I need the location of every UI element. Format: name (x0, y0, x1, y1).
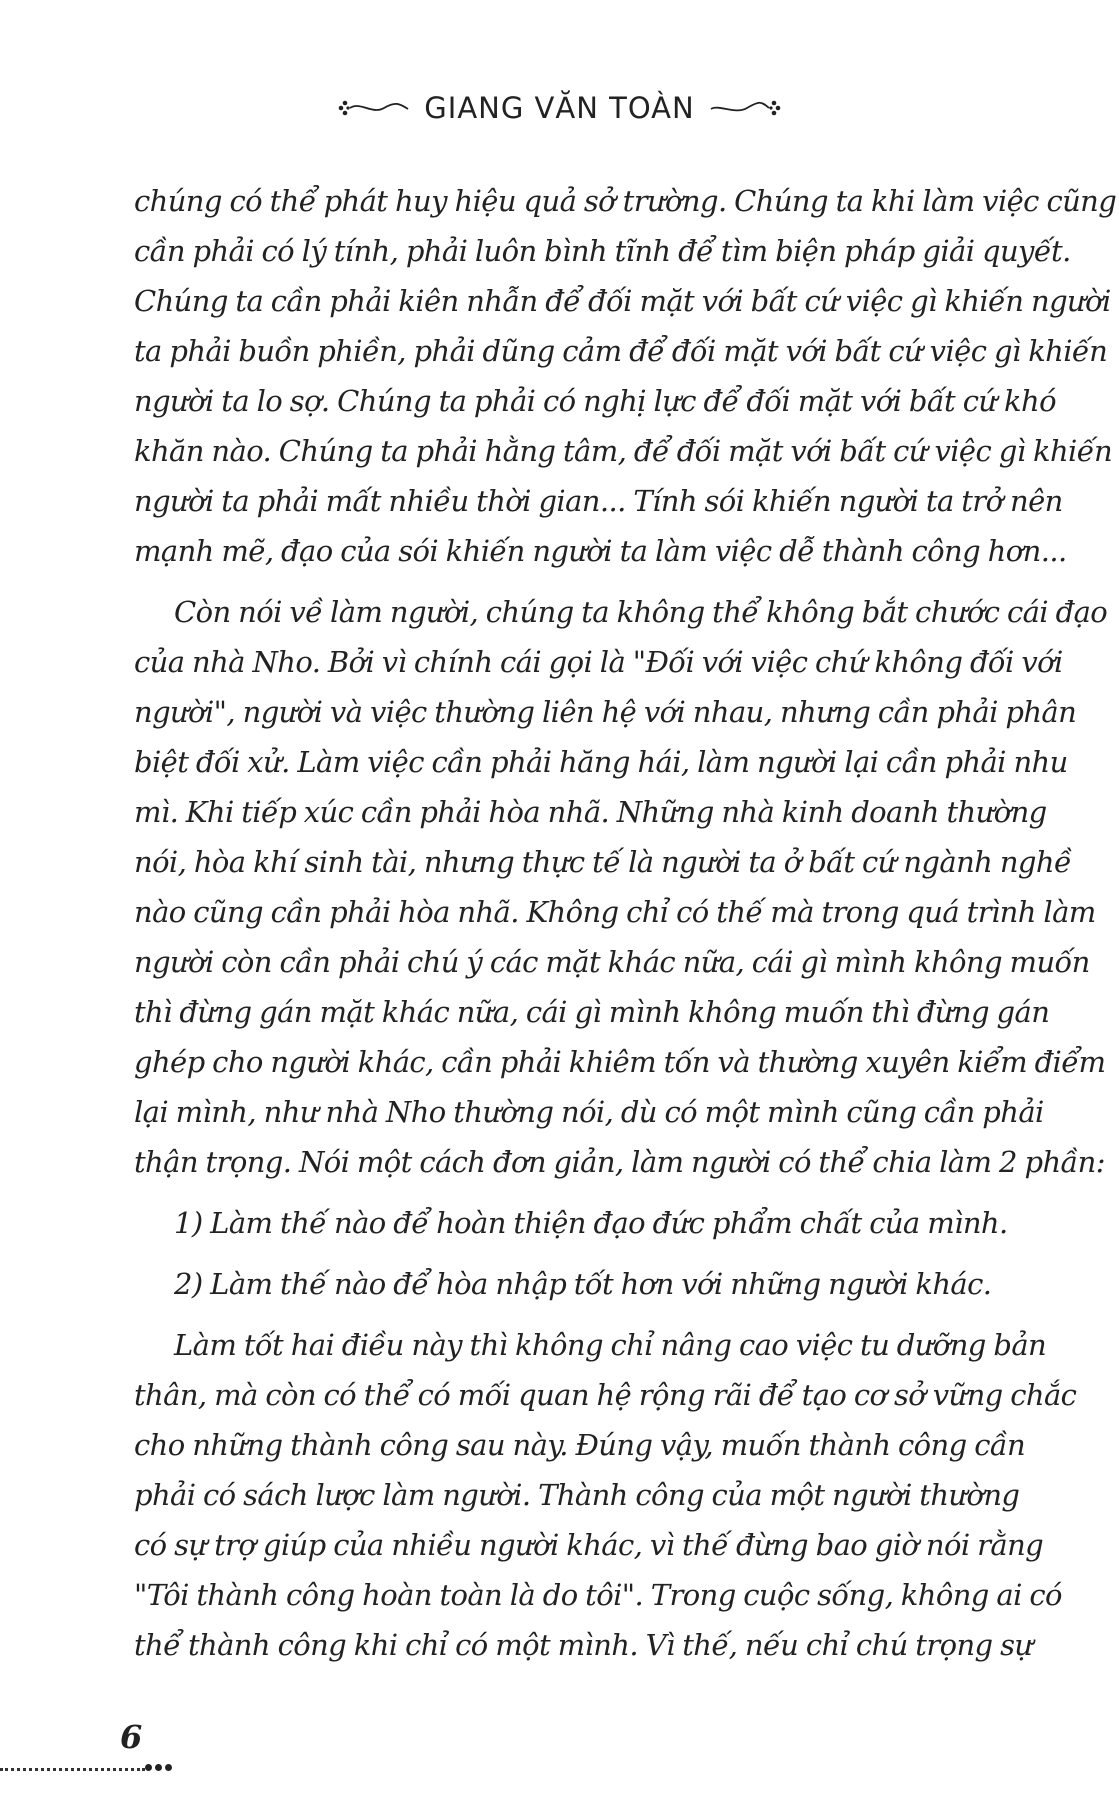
dot (155, 1764, 162, 1771)
text-line: khăn nào. Chúng ta phải hằng tâm, để đối mặt với bất cứ việc gì khiến (134, 434, 1113, 468)
paragraph-spacer (134, 1187, 984, 1198)
left-flourish-ornament (338, 95, 410, 121)
text-line: phải có sách lược làm người. Thành công của một người thường (134, 1478, 1020, 1512)
text-line: người ta lo sợ. Chúng ta phải có nghị lực để đối mặt với bất cứ khó (134, 384, 1056, 418)
text-line: người", người và việc thường liên hệ với nhau, nhưng cần phải phân (134, 695, 1077, 729)
text-line: thận trọng. Nói một cách đơn giản, làm người có thể chia làm 2 phần: (134, 1145, 1105, 1179)
dot (145, 1764, 152, 1771)
numbered-list (134, 1198, 1008, 1309)
text-line: có sự trợ giúp của nhiều người khác, vì thế đừng bao giờ nói rằng (134, 1528, 1044, 1562)
text-line: thân, mà còn có thể có mối quan hệ rộng rãi để tạo cơ sở vững chắc (134, 1378, 1077, 1412)
paragraph-3 (134, 1320, 1077, 1670)
dot (165, 1764, 172, 1771)
text-line: Làm tốt hai điều này thì không chỉ nâng cao việc tu dưỡng bản (174, 1328, 1047, 1362)
header-title: GIANG VĂN TOÀN (424, 91, 695, 125)
text-line: Chúng ta cần phải kiên nhẫn để đối mặt với bất cứ việc gì khiến người (134, 284, 1111, 318)
paragraph-spacer (134, 1248, 984, 1259)
dotted-rule (0, 1768, 145, 1771)
paragraph-spacer (134, 1309, 984, 1320)
paragraph-1 (134, 176, 1117, 576)
text-line: cho những thành công sau này. Đúng vậy, muốn thành công cần (134, 1428, 1026, 1462)
text-line: biệt đối xử. Làm việc cần phải hăng hái, làm người lại cần phải nhu (134, 745, 1068, 779)
text-line: chúng có thể phát huy hiệu quả sở trường. Chúng ta khi làm việc cũng (134, 184, 1117, 218)
text-line: nói, hòa khí sinh tài, nhưng thực tế là người ta ở bất cứ ngành nghề (134, 845, 1072, 879)
running-header (0, 88, 1119, 128)
page-footer (0, 1718, 190, 1778)
page-number: 6 (120, 1718, 143, 1756)
body-text (134, 176, 1117, 1670)
text-line: của nhà Nho. Bởi vì chính cái gọi là "Đối với việc chứ không đối với (134, 645, 1063, 679)
text-line: ta phải buồn phiền, phải dũng cảm để đối mặt với bất cứ việc gì khiến (134, 334, 1108, 368)
text-line: cần phải có lý tính, phải luôn bình tĩnh để tìm biện pháp giải quyết. (134, 234, 1071, 268)
text-line: ghép cho người khác, cần phải khiêm tốn và thường xuyên kiểm điểm (134, 1045, 1106, 1079)
list-item: 1) Làm thế nào để hoàn thiện đạo đức phẩm chất của mình. (174, 1206, 1008, 1240)
text-line: lại mình, như nhà Nho thường nói, dù có một mình cũng cần phải (134, 1095, 1044, 1129)
text-line: nào cũng cần phải hòa nhã. Không chỉ có thế mà trong quá trình làm (134, 895, 1096, 929)
paragraph-spacer (134, 576, 984, 587)
paragraph-2 (134, 587, 1108, 1187)
text-line: người còn cần phải chú ý các mặt khác nữa, cái gì mình không muốn (134, 945, 1090, 979)
dots-ornament (145, 1764, 172, 1771)
text-line: thì đừng gán mặt khác nữa, cái gì mình không muốn thì đừng gán (134, 995, 1050, 1029)
text-line: Còn nói về làm người, chúng ta không thể không bắt chước cái đạo (174, 595, 1108, 629)
text-line: mạnh mẽ, đạo của sói khiến người ta làm việc dễ thành công hơn... (134, 534, 1067, 568)
text-line: thể thành công khi chỉ có một mình. Vì thế, nếu chỉ chú trọng sự (134, 1628, 1033, 1662)
text-line: mì. Khi tiếp xúc cần phải hòa nhã. Những nhà kinh doanh thường (134, 795, 1047, 829)
text-line: "Tôi thành công hoàn toàn là do tôi". Trong cuộc sống, không ai có (134, 1578, 1062, 1612)
list-item: 2) Làm thế nào để hòa nhập tốt hơn với những người khác. (174, 1267, 992, 1301)
text-line: người ta phải mất nhiều thời gian... Tính sói khiến người ta trở nên (134, 484, 1063, 518)
right-flourish-ornament (709, 95, 781, 121)
